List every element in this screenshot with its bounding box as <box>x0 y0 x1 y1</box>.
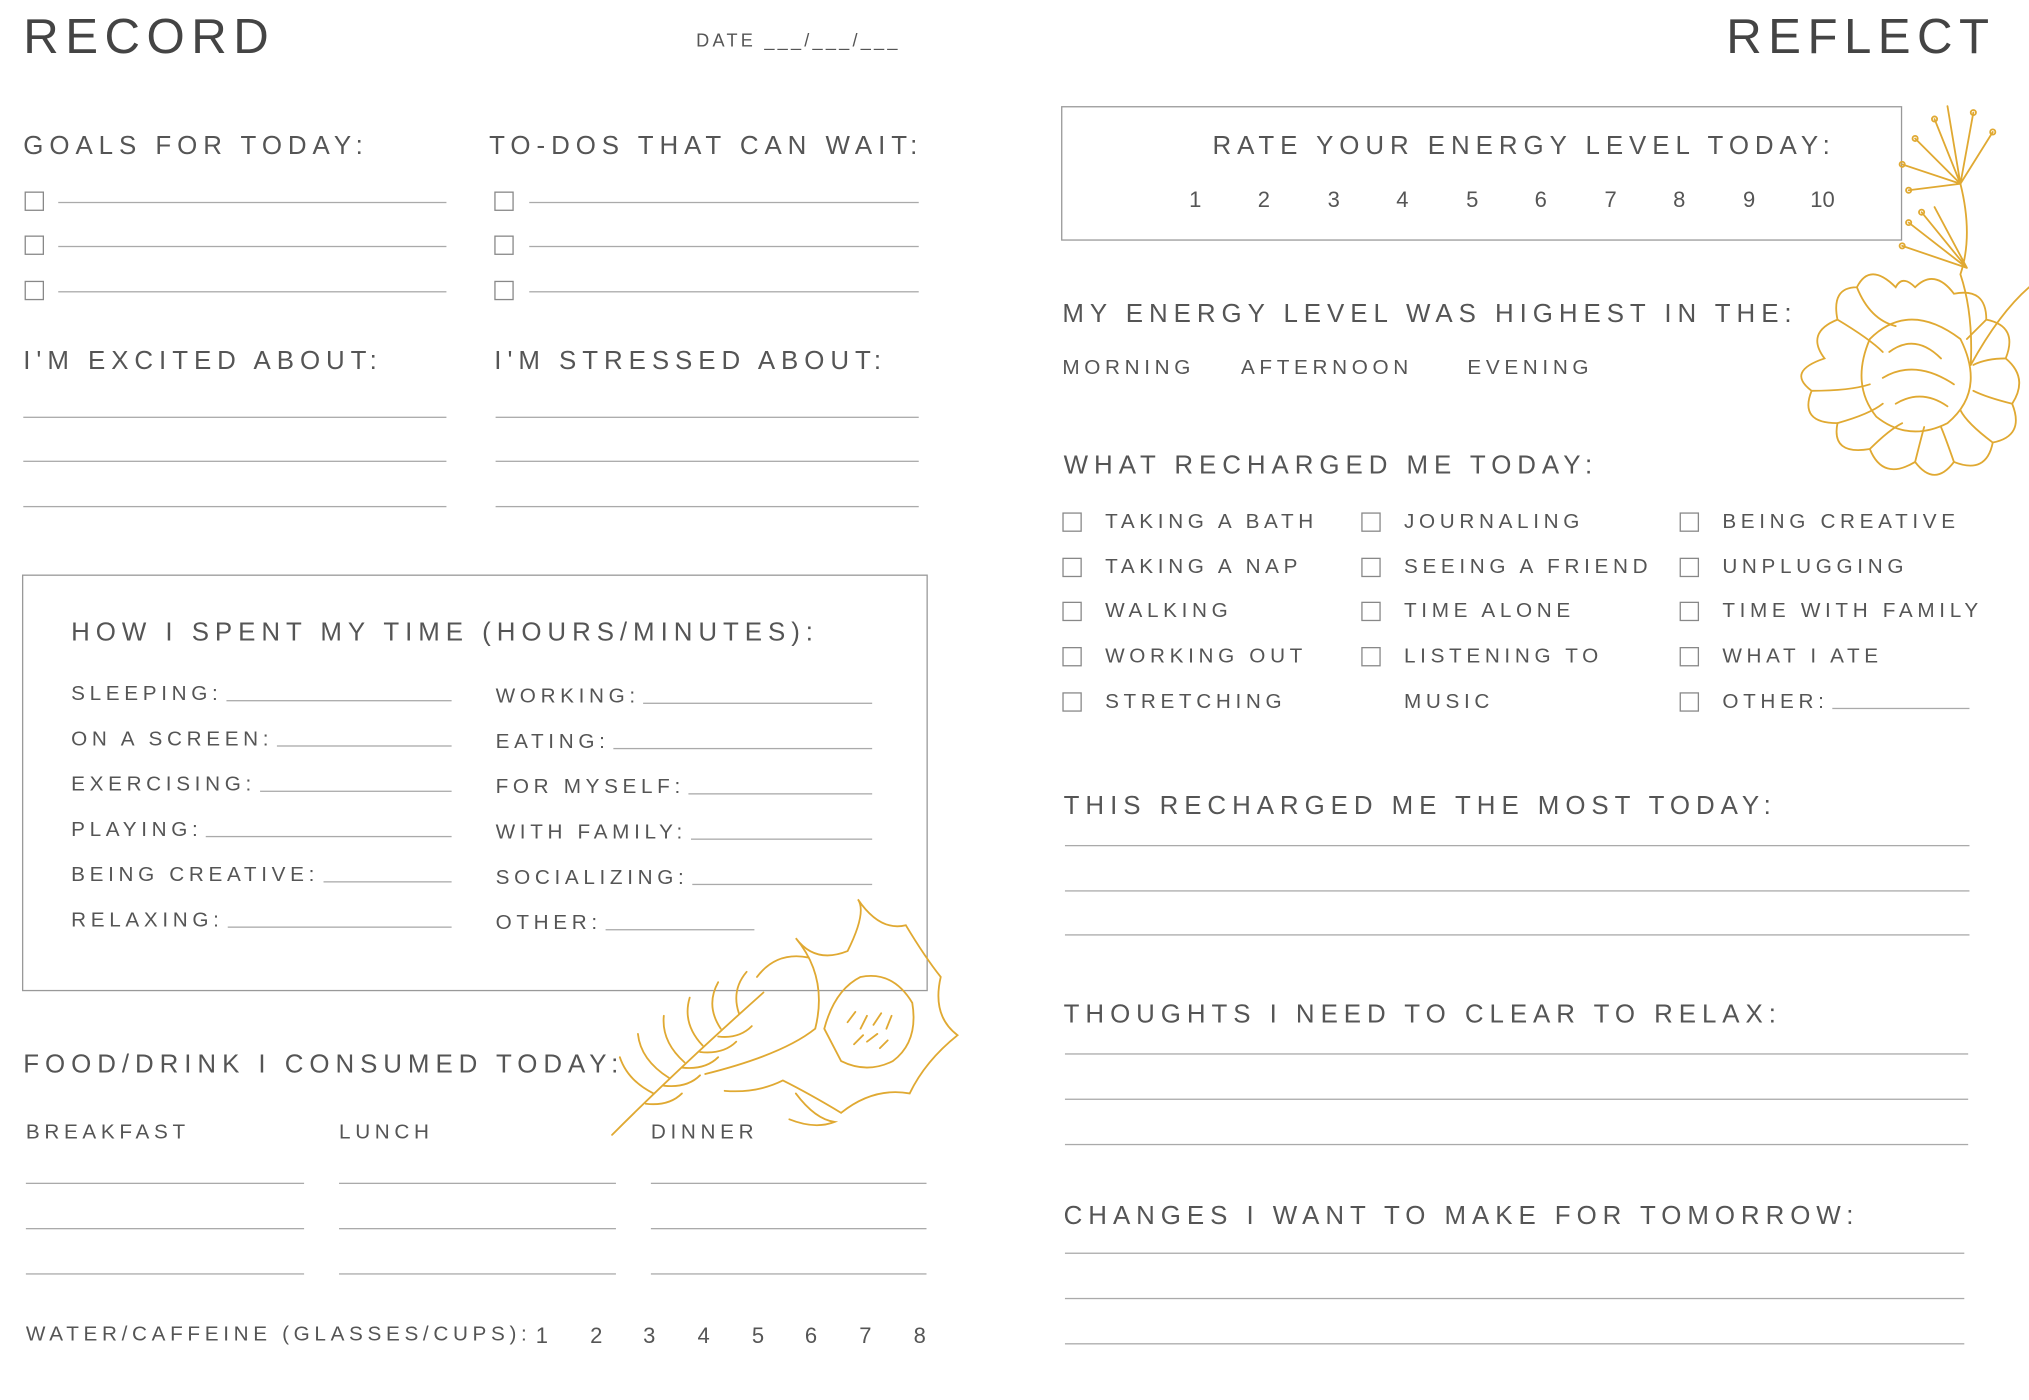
todo-checkbox[interactable] <box>494 281 513 300</box>
recharge-checkbox[interactable] <box>1680 602 1699 621</box>
time-field-relaxing[interactable]: RELAXING: <box>71 910 451 933</box>
changes-line[interactable] <box>1065 1298 1964 1299</box>
time-field-other[interactable]: OTHER: <box>496 912 755 935</box>
changes-line[interactable] <box>1065 1253 1964 1254</box>
water-option[interactable]: 2 <box>590 1323 603 1349</box>
date-field[interactable]: DATE ___/___/___ <box>696 29 901 51</box>
energy-option[interactable]: 4 <box>1396 187 1409 213</box>
water-option[interactable]: 3 <box>643 1323 656 1349</box>
goal-line[interactable] <box>58 291 446 292</box>
time-field-playing[interactable]: PLAYING: <box>71 819 451 842</box>
excited-line[interactable] <box>23 417 446 418</box>
recharge-label: UNPLUGGING <box>1722 556 1909 579</box>
todo-checkbox[interactable] <box>494 236 513 255</box>
option-afternoon[interactable]: AFTERNOON <box>1240 357 1413 380</box>
time-field-socializing[interactable]: SOCIALIZING: <box>496 867 873 890</box>
highest-title: MY ENERGY LEVEL WAS HIGHEST IN THE: <box>1062 300 1798 329</box>
stressed-line[interactable] <box>496 417 919 418</box>
recharge-label: TAKING A NAP <box>1105 556 1303 579</box>
time-field-myself[interactable]: FOR MYSELF: <box>496 776 873 799</box>
recharge-checkbox[interactable] <box>1680 512 1699 531</box>
recharge-label: JOURNALING <box>1403 511 1585 534</box>
todo-line[interactable] <box>529 202 918 203</box>
time-field-screen[interactable]: ON A SCREEN: <box>71 729 451 752</box>
recharge-label: TIME ALONE <box>1403 600 1575 623</box>
record-title: RECORD <box>23 10 276 65</box>
recharge-label: WORKING OUT <box>1105 645 1308 668</box>
recharge-label: TAKING A BATH <box>1105 511 1318 534</box>
food-title: FOOD/DRINK I CONSUMED TODAY: <box>23 1050 625 1080</box>
dinner-line[interactable] <box>651 1273 927 1274</box>
excited-title: I'M EXCITED ABOUT: <box>23 346 383 376</box>
time-field-eating[interactable]: EATING: <box>496 731 873 754</box>
changes-line[interactable] <box>1065 1343 1964 1344</box>
recharge-label: WHAT I ATE <box>1722 645 1883 668</box>
energy-option[interactable]: 2 <box>1257 187 1271 213</box>
thoughts-line[interactable] <box>1065 1099 1968 1100</box>
water-option[interactable]: 1 <box>535 1323 548 1349</box>
energy-option[interactable]: 10 <box>1810 187 1835 213</box>
goals-title: GOALS FOR TODAY: <box>23 131 369 161</box>
most-line[interactable] <box>1065 934 1970 935</box>
breakfast-line[interactable] <box>26 1273 304 1274</box>
todo-line[interactable] <box>529 246 918 247</box>
dinner-line[interactable] <box>651 1228 927 1229</box>
recharge-checkbox[interactable] <box>1361 647 1380 666</box>
recharge-checkbox[interactable] <box>1680 647 1699 666</box>
time-field-creative[interactable]: BEING CREATIVE: <box>71 864 451 887</box>
stressed-line[interactable] <box>496 461 919 462</box>
water-option[interactable]: 7 <box>859 1323 872 1349</box>
thoughts-line[interactable] <box>1065 1144 1968 1145</box>
water-label: WATER/CAFFEINE (GLASSES/CUPS): <box>25 1323 532 1346</box>
recharged-title: WHAT RECHARGED ME TODAY: <box>1063 451 1599 481</box>
meal-dinner: DINNER <box>650 1121 759 1144</box>
goal-checkbox[interactable] <box>25 192 44 211</box>
recharge-checkbox[interactable] <box>1062 647 1081 666</box>
recharge-checkbox[interactable] <box>1062 692 1081 711</box>
excited-line[interactable] <box>23 461 446 462</box>
chrysanthemum-flower-illustration <box>1779 93 2029 494</box>
time-field-working[interactable]: WORKING: <box>496 686 873 709</box>
todo-checkbox[interactable] <box>494 192 513 211</box>
reflect-title: REFLECT <box>1726 10 1996 65</box>
meal-breakfast: BREAKFAST <box>25 1121 190 1144</box>
stressed-title: I'M STRESSED ABOUT: <box>494 346 888 376</box>
energy-option[interactable]: 1 <box>1189 187 1202 213</box>
recharge-checkbox[interactable] <box>1062 558 1081 577</box>
lunch-line[interactable] <box>339 1183 616 1184</box>
energy-option[interactable]: 8 <box>1673 187 1686 213</box>
protea-flower-illustration <box>602 899 971 1145</box>
thoughts-line[interactable] <box>1065 1053 1968 1054</box>
energy-box <box>1061 106 1902 241</box>
thoughts-title: THOUGHTS I NEED TO CLEAR TO RELAX: <box>1063 1000 1782 1029</box>
recharge-label: LISTENING TO <box>1403 645 1603 668</box>
recharge-checkbox[interactable] <box>1680 692 1699 711</box>
dinner-line[interactable] <box>651 1183 927 1184</box>
time-title: HOW I SPENT MY TIME (HOURS/MINUTES): <box>71 618 819 647</box>
changes-title: CHANGES I WANT TO MAKE FOR TOMORROW: <box>1063 1202 1860 1231</box>
recharge-label: WALKING <box>1105 600 1233 623</box>
time-field-family[interactable]: WITH FAMILY: <box>496 822 873 845</box>
recharge-label: STRETCHING <box>1105 690 1287 713</box>
todo-line[interactable] <box>529 291 918 292</box>
energy-option[interactable]: 7 <box>1604 187 1617 213</box>
most-line[interactable] <box>1065 845 1970 846</box>
recharge-other-field[interactable]: OTHER: <box>1722 691 1969 714</box>
energy-title: RATE YOUR ENERGY LEVEL TODAY: <box>1212 131 1836 161</box>
recharge-checkbox[interactable] <box>1062 602 1081 621</box>
recharge-checkbox[interactable] <box>1361 602 1380 621</box>
lunch-line[interactable] <box>339 1228 616 1229</box>
time-field-exercising[interactable]: EXERCISING: <box>71 774 451 797</box>
recharge-checkbox[interactable] <box>1361 558 1380 577</box>
option-evening[interactable]: EVENING <box>1467 357 1594 380</box>
goal-line[interactable] <box>58 202 446 203</box>
water-option[interactable]: 8 <box>913 1323 926 1349</box>
recharge-checkbox[interactable] <box>1680 558 1699 577</box>
recharge-label: BEING CREATIVE <box>1722 511 1960 534</box>
todos-title: TO-DOS THAT CAN WAIT: <box>489 131 924 161</box>
excited-line[interactable] <box>23 506 446 507</box>
goal-line[interactable] <box>58 246 446 247</box>
energy-option[interactable]: 9 <box>1743 187 1756 213</box>
water-option[interactable]: 6 <box>804 1323 818 1349</box>
stressed-line[interactable] <box>496 506 919 507</box>
recharge-checkbox[interactable] <box>1062 512 1081 531</box>
most-line[interactable] <box>1065 890 1970 891</box>
recharge-label: TIME WITH FAMILY <box>1722 600 1983 623</box>
breakfast-line[interactable] <box>26 1183 304 1184</box>
breakfast-line[interactable] <box>26 1228 304 1229</box>
lunch-line[interactable] <box>339 1273 616 1274</box>
energy-option[interactable]: 5 <box>1466 187 1479 213</box>
recharge-checkbox[interactable] <box>1361 512 1380 531</box>
energy-option[interactable]: 6 <box>1534 187 1547 213</box>
most-title: THIS RECHARGED ME THE MOST TODAY: <box>1063 791 1777 821</box>
energy-option[interactable]: 3 <box>1327 187 1340 213</box>
water-option[interactable]: 4 <box>697 1323 710 1349</box>
recharge-label-continued: MUSIC <box>1403 690 1495 713</box>
goal-checkbox[interactable] <box>25 236 44 255</box>
water-option[interactable]: 5 <box>751 1323 765 1349</box>
option-morning[interactable]: MORNING <box>1062 357 1196 380</box>
goal-checkbox[interactable] <box>25 281 44 300</box>
recharge-label: SEEING A FRIEND <box>1403 556 1653 579</box>
time-field-sleeping[interactable]: SLEEPING: <box>71 683 451 706</box>
meal-lunch: LUNCH <box>339 1121 434 1144</box>
